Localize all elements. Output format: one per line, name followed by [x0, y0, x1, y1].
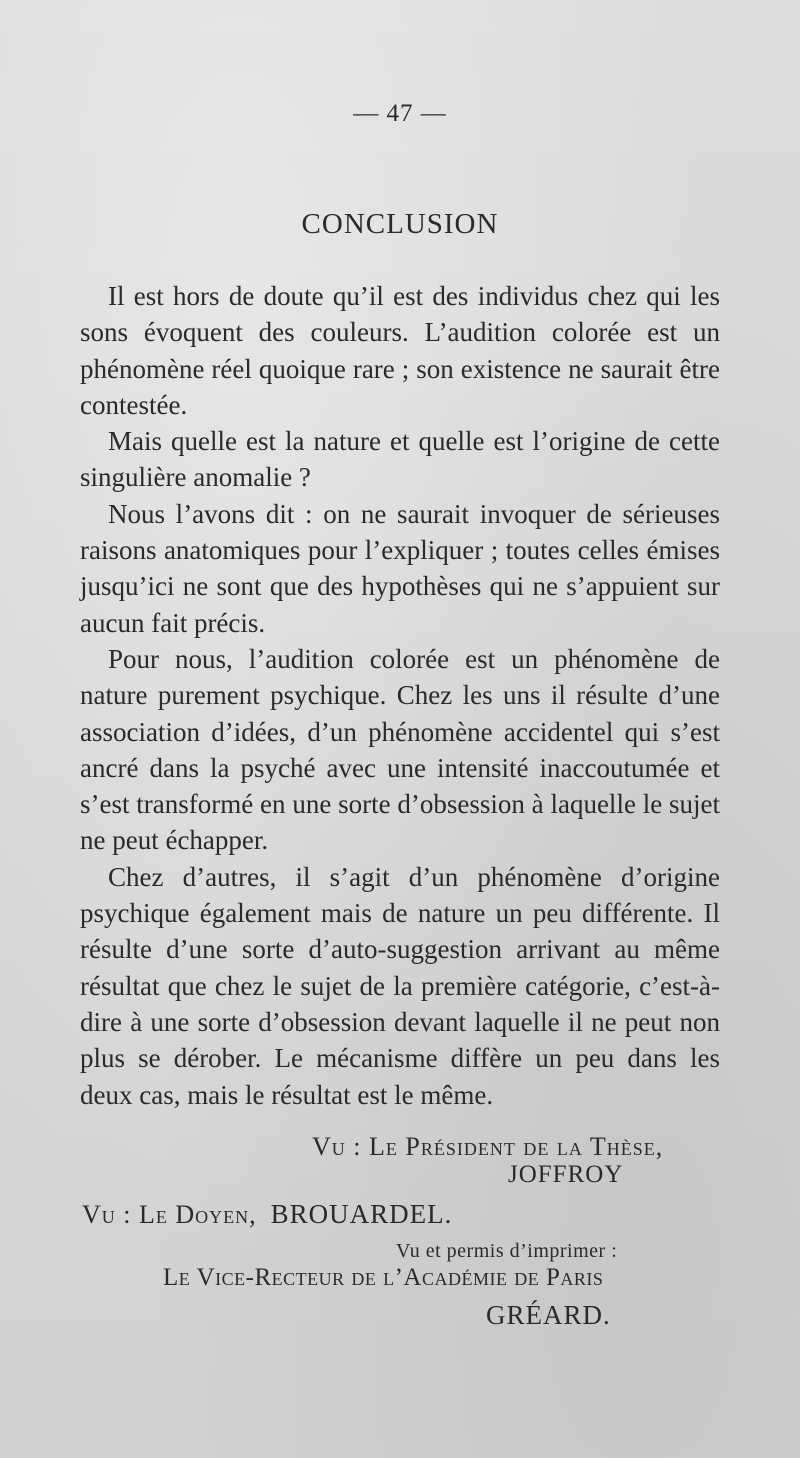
dean-name: BROUARDEL. — [270, 1199, 453, 1229]
dean-approval — [82, 1199, 452, 1230]
paragraph-4: Pour nous, l’audition colorée est un phénomène de nature purement psychique. Chez les uns il résulte d’une association d’idées, d’un phénomène accidentel qui s’est ancré dans la psyché avec une intensité inaccoutumée et s’est transformé en une sorte d’obsession à laquelle le sujet ne peut échapper. — [80, 643, 720, 856]
paragraph-1: Il est hors de doute qu’il est des individus chez qui les sons évoquent des couleurs. L’audition colorée est un phénomène réel quoique rare ; son existence ne saurait être contestée. — [80, 281, 720, 420]
print-permission: Vu et permis d’imprimer : — [396, 1240, 618, 1262]
vice-rector-name: GRÉARD. — [486, 1300, 611, 1330]
paragraph-3: Nous l’avons dit : on ne saurait invoquer de sérieuses raisons anatomiques pour l’expliquer ; toutes celles émises jusqu’ici ne sont que des hypothèses qui ne s’appuient sur aucun fait précis. — [80, 498, 720, 638]
president-name: JOFFROY — [508, 1161, 624, 1188]
paragraph-5: Chez d’autres, il s’agit d’un phénomène d’origine psychique également mais de nature un peu différente. Il résulte d’une sorte d’auto-suggestion arrivant au même résultat que chez le sujet de la première catégorie, c’est-à-dire à une sorte d’obsession devant laquelle il ne peut non plus se dérober. Le mécanisme diffère un peu dans les deux cas, mais le résultat est le même. — [80, 861, 720, 1110]
president-approval: Vu : Le Président de la Thèse, — [312, 1132, 664, 1161]
paragraph-2: Mais quelle est la nature et quelle est l’origine de cette singulière anomalie ? — [80, 426, 720, 493]
dean-label: Vu : Le Doyen, — [82, 1200, 257, 1229]
chapter-title: CONCLUSION — [301, 208, 499, 240]
vice-rector-title: Le Vice-Recteur de l’Académie de Paris — [163, 1264, 604, 1291]
conclusion-text — [80, 278, 720, 1113]
page-number: — 47 — — [353, 100, 447, 127]
